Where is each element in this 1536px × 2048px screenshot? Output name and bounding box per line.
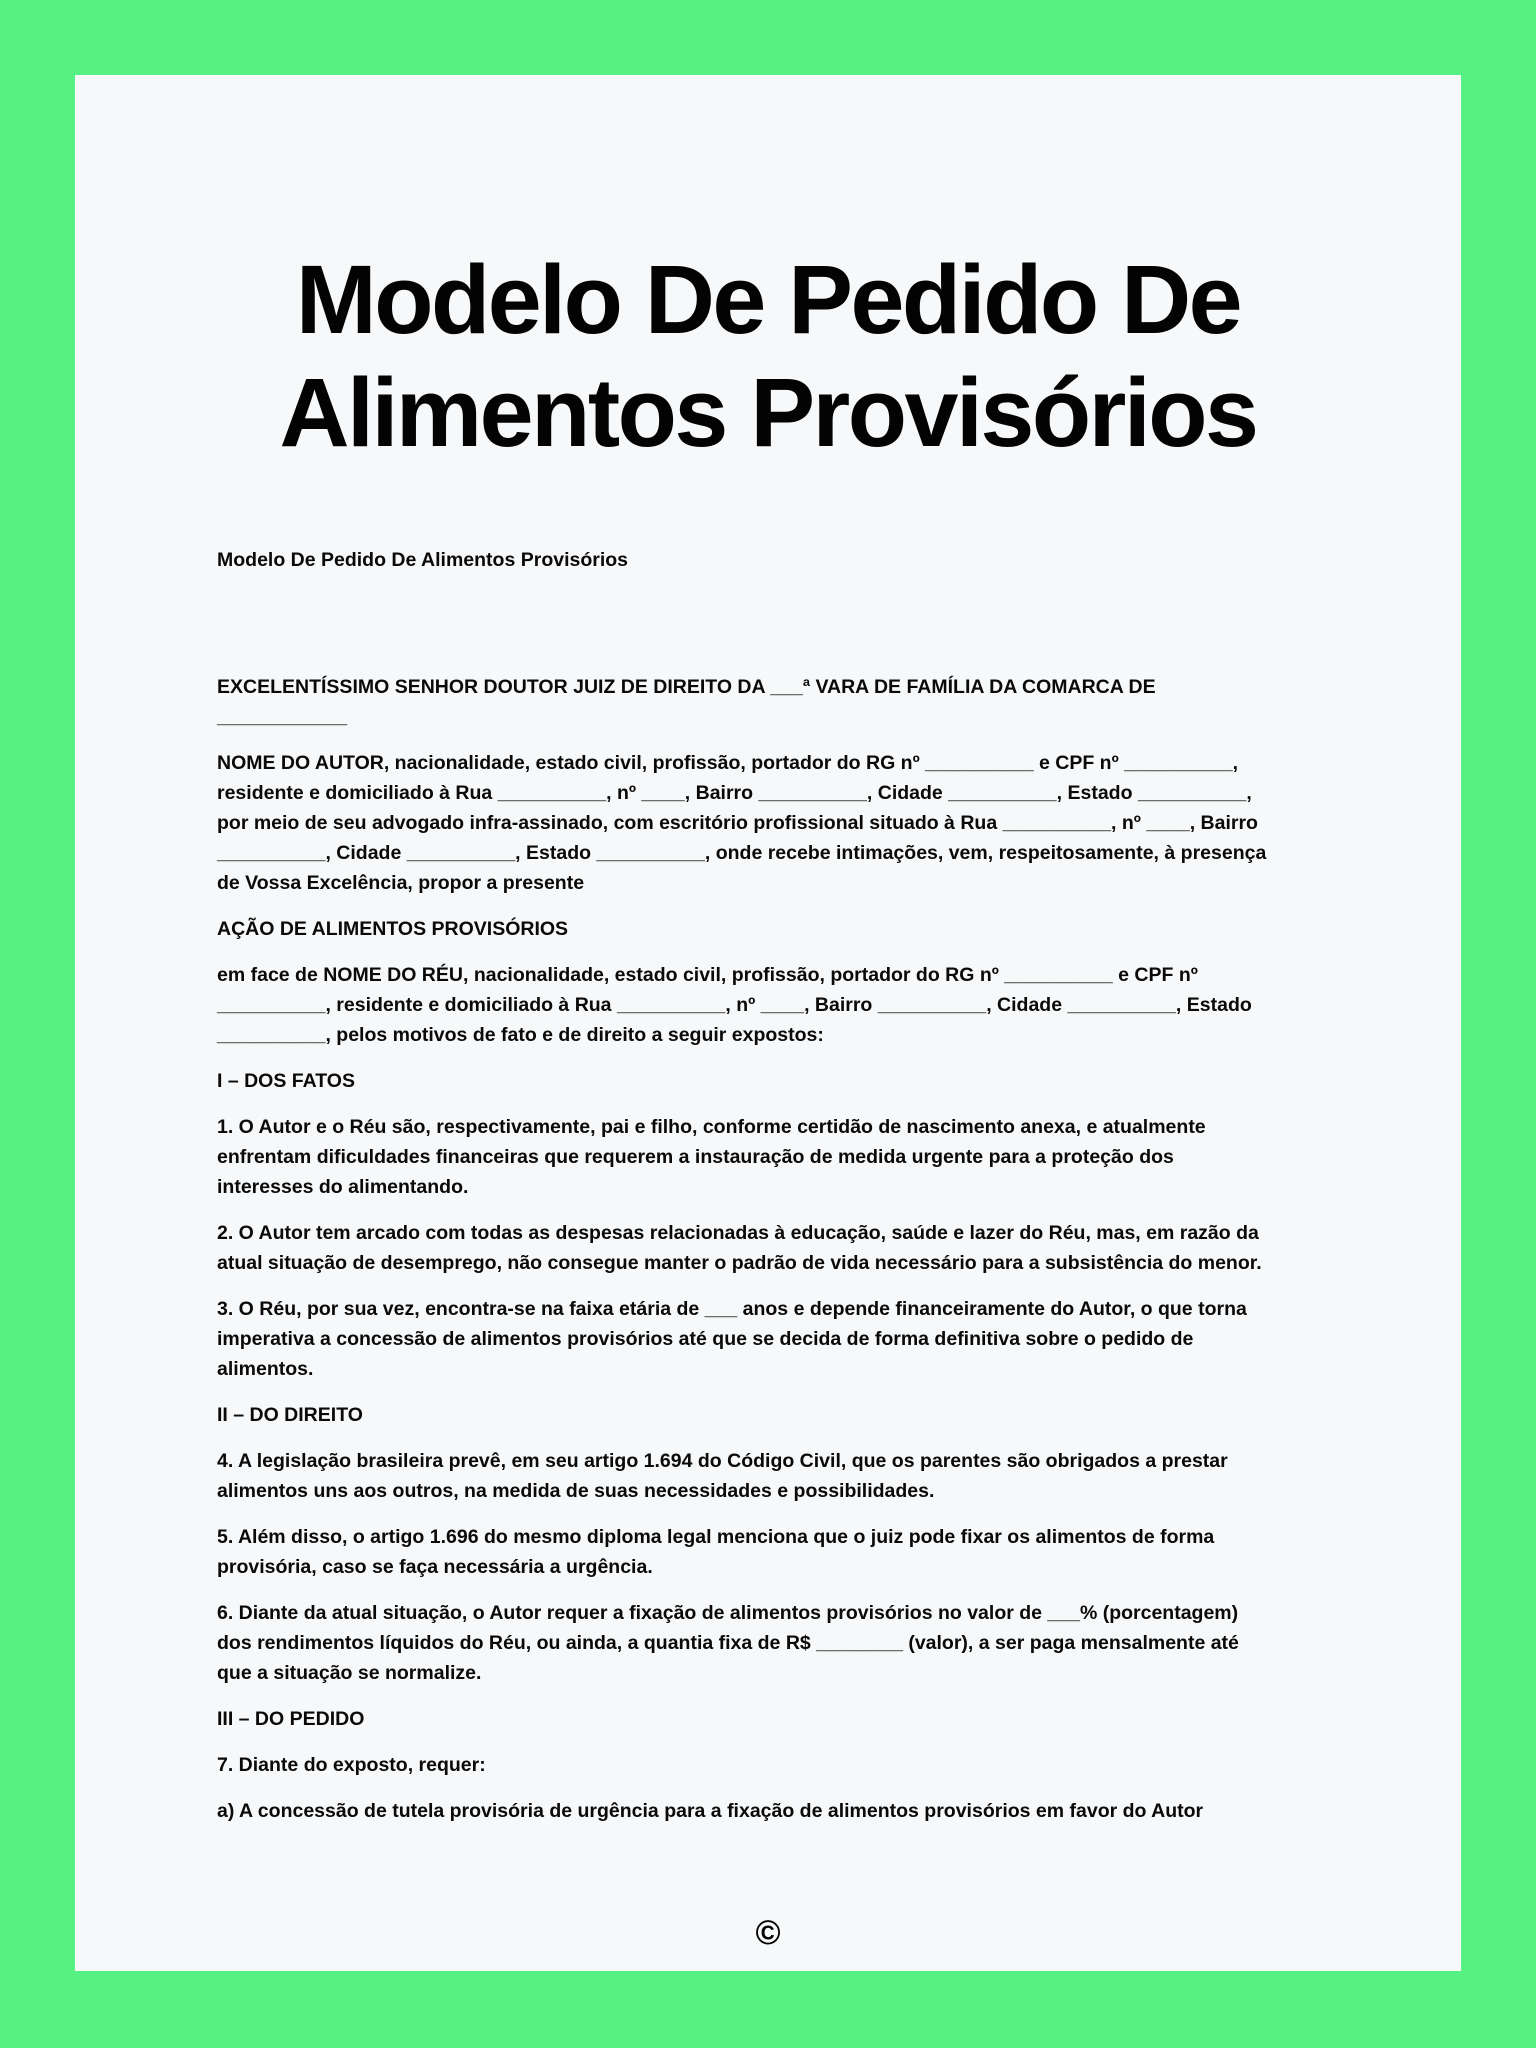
paragraph-action-title: AÇÃO DE ALIMENTOS PROVISÓRIOS — [217, 918, 569, 940]
section-heading-do-pedido: III – DO PEDIDO — [217, 1708, 365, 1730]
numbered-item-4: 4. A legislação brasileira prevê, em seu artigo 1.694 do Código Civil, que os parentes são obrigados a prestar alimentos uns aos outros, na medida de suas necessidades e possibilidades. — [217, 1450, 1228, 1502]
lettered-item-a: a) A concessão de tutela provisória de urgência para a fixação de alimentos provisórios em favor do Autor — [217, 1800, 1204, 1822]
paragraph-defendant-qualification: em face de NOME DO RÉU, nacionalidade, estado civil, profissão, portador do RG nº __________ e CPF nº __________, residente e domiciliado à Rua __________, nº ____, Bairro __________, Cidade __________, Estado __________, pelos motivos de fato e de direito a seguir expostos: — [217, 964, 1252, 1046]
document-page — [75, 75, 1461, 1971]
page-title-line-1: Modelo De Pedido De — [295, 245, 1241, 354]
page-title — [105, 243, 1431, 469]
section-heading-dos-fatos: I – DOS FATOS — [217, 1070, 355, 1092]
numbered-item-6: 6. Diante da atual situação, o Autor requer a fixação de alimentos provisórios no valor de ___% (porcentagem) dos rendimentos líquidos do Réu, ou ainda, a quantia fixa de R$ ________ (valor), a ser paga mensalmente até que a situação se normalize. — [217, 1602, 1239, 1684]
copyright-icon: © — [755, 1914, 781, 1952]
numbered-item-3: 3. O Réu, por sua vez, encontra-se na faixa etária de ___ anos e depende financeiramente do Autor, o que torna imperativa a concessão de alimentos provisórios até que se decida de forma definitiva sobre o pedido de alimentos. — [217, 1298, 1247, 1380]
numbered-item-1: 1. O Autor e o Réu são, respectivamente, pai e filho, conforme certidão de nascimento anexa, e atualmente enfrentam dificuldades financeiras que requerem a instauração de medida urgente para a proteção dos interesses do alimentando. — [217, 1116, 1206, 1198]
paragraph-vocative: EXCELENTÍSSIMO SENHOR DOUTOR JUIZ DE DIREITO DA ___ª VARA DE FAMÍLIA DA COMARCA DE ____________ — [217, 676, 1156, 728]
section-heading-do-direito: II – DO DIREITO — [217, 1404, 363, 1426]
document-subtitle: Modelo De Pedido De Alimentos Provisórios — [217, 549, 629, 571]
document-body — [217, 672, 1275, 1826]
page-title-line-2: Alimentos Provisórios — [279, 358, 1257, 467]
numbered-item-2: 2. O Autor tem arcado com todas as despesas relacionadas à educação, saúde e lazer do Réu, mas, em razão da atual situação de desemprego, não consegue manter o padrão de vida necessário para a subsistência do menor. — [217, 1222, 1262, 1274]
paragraph-author-qualification: NOME DO AUTOR, nacionalidade, estado civil, profissão, portador do RG nº __________ e CPF nº __________, residente e domiciliado à Rua __________, nº ____, Bairro __________, Cidade __________, Estado __________, por meio de seu advogado infra-assinado, com escritório profissional situado à Rua __________, nº ____, Bairro __________, Cidade __________, Estado __________, onde recebe intimações, vem, respeitosamente, à presença de Vossa Excelência, propor a presente — [217, 752, 1267, 894]
numbered-item-7: 7. Diante do exposto, requer: — [217, 1754, 486, 1776]
numbered-item-5: 5. Além disso, o artigo 1.696 do mesmo diploma legal menciona que o juiz pode fixar os alimentos de forma provisória, caso se faça necessária a urgência. — [217, 1526, 1215, 1578]
